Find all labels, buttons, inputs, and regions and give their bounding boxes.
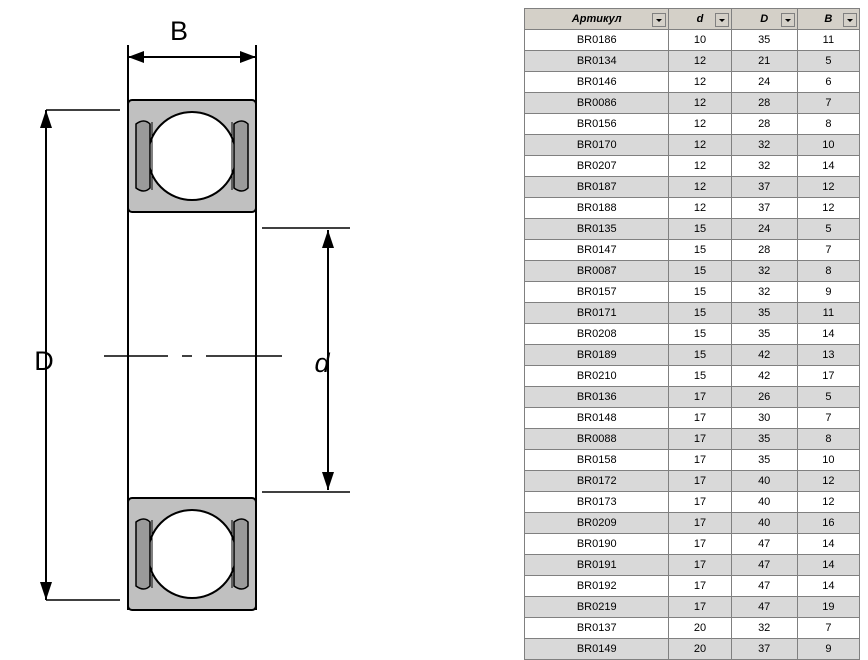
- table-row[interactable]: [525, 72, 860, 93]
- table-cell-D: 32: [731, 618, 797, 639]
- table-row[interactable]: [525, 618, 860, 639]
- table-cell-D: 24: [731, 72, 797, 93]
- table-cell-d: 17: [669, 513, 731, 534]
- table-row[interactable]: [525, 387, 860, 408]
- table-row[interactable]: [525, 30, 860, 51]
- column-header-D-label: D: [760, 13, 769, 25]
- table-cell-d: 15: [669, 219, 731, 240]
- table-row[interactable]: [525, 597, 860, 618]
- table-cell-article: BR0087: [525, 261, 669, 282]
- table-row[interactable]: [525, 345, 860, 366]
- table-cell-D: 42: [731, 345, 797, 366]
- table-cell-d: 12: [669, 177, 731, 198]
- arrowhead: [322, 472, 334, 490]
- table-row[interactable]: [525, 576, 860, 597]
- table-cell-B: 12: [797, 177, 859, 198]
- column-header-B-label: B: [824, 13, 833, 25]
- table-row[interactable]: [525, 408, 860, 429]
- table-cell-D: 37: [731, 639, 797, 660]
- table-cell-d: 17: [669, 408, 731, 429]
- table-cell-d: 17: [669, 492, 731, 513]
- table-cell-B: 8: [797, 114, 859, 135]
- table-cell-B: 7: [797, 240, 859, 261]
- table-cell-B: 14: [797, 555, 859, 576]
- table-row[interactable]: [525, 534, 860, 555]
- table-cell-D: 32: [731, 261, 797, 282]
- chevron-down-icon[interactable]: [843, 13, 857, 27]
- table-cell-d: 15: [669, 324, 731, 345]
- table-cell-D: 40: [731, 492, 797, 513]
- table-cell-d: 12: [669, 72, 731, 93]
- table-cell-B: 10: [797, 135, 859, 156]
- table-row[interactable]: [525, 114, 860, 135]
- table-cell-D: 35: [731, 303, 797, 324]
- column-header-article-label: Артикул: [571, 13, 622, 25]
- table-cell-D: 40: [731, 513, 797, 534]
- table-cell-B: 17: [797, 366, 859, 387]
- table-cell-B: 7: [797, 408, 859, 429]
- table-cell-B: 16: [797, 513, 859, 534]
- table-cell-d: 17: [669, 471, 731, 492]
- table-header-row: [525, 9, 860, 30]
- arrowhead: [128, 51, 144, 63]
- table-cell-article: BR0187: [525, 177, 669, 198]
- table-row[interactable]: [525, 366, 860, 387]
- arrowhead: [40, 582, 52, 600]
- table-cell-B: 7: [797, 618, 859, 639]
- table-cell-B: 14: [797, 534, 859, 555]
- table-cell-d: 17: [669, 450, 731, 471]
- table-cell-D: 35: [731, 30, 797, 51]
- table-cell-B: 12: [797, 471, 859, 492]
- column-header-B[interactable]: [797, 9, 859, 30]
- table-cell-d: 12: [669, 93, 731, 114]
- column-header-article[interactable]: [525, 9, 669, 30]
- table-cell-D: 28: [731, 93, 797, 114]
- arrowhead: [240, 51, 256, 63]
- table-cell-D: 47: [731, 555, 797, 576]
- table-cell-article: BR0208: [525, 324, 669, 345]
- table-cell-D: 26: [731, 387, 797, 408]
- table-cell-article: BR0207: [525, 156, 669, 177]
- table-cell-article: BR0190: [525, 534, 669, 555]
- table-cell-article: BR0149: [525, 639, 669, 660]
- column-header-D[interactable]: [731, 9, 797, 30]
- table-cell-D: 32: [731, 156, 797, 177]
- column-header-d-label: d: [696, 13, 704, 25]
- table-cell-B: 5: [797, 219, 859, 240]
- table-cell-d: 12: [669, 114, 731, 135]
- table-cell-D: 32: [731, 282, 797, 303]
- table-cell-B: 19: [797, 597, 859, 618]
- chevron-down-icon[interactable]: [652, 13, 666, 27]
- table-cell-D: 37: [731, 177, 797, 198]
- table-cell-article: BR0189: [525, 345, 669, 366]
- table-cell-D: 24: [731, 219, 797, 240]
- table-cell-B: 12: [797, 492, 859, 513]
- table-cell-article: BR0146: [525, 72, 669, 93]
- table-cell-B: 9: [797, 282, 859, 303]
- table-cell-article: BR0134: [525, 51, 669, 72]
- table-cell-d: 17: [669, 597, 731, 618]
- dimension-D: [46, 110, 120, 600]
- table-row[interactable]: [525, 156, 860, 177]
- table-row[interactable]: [525, 135, 860, 156]
- table-cell-article: BR0170: [525, 135, 669, 156]
- table-cell-d: 17: [669, 387, 731, 408]
- table-cell-D: 37: [731, 198, 797, 219]
- table-cell-article: BR0136: [525, 387, 669, 408]
- table-cell-B: 8: [797, 429, 859, 450]
- table-row[interactable]: [525, 492, 860, 513]
- table-row[interactable]: [525, 429, 860, 450]
- table-cell-d: 10: [669, 30, 731, 51]
- table-cell-article: BR0191: [525, 555, 669, 576]
- table-cell-D: 47: [731, 534, 797, 555]
- table-cell-B: 7: [797, 93, 859, 114]
- column-header-d[interactable]: [669, 9, 731, 30]
- table-cell-article: BR0147: [525, 240, 669, 261]
- table-cell-B: 5: [797, 387, 859, 408]
- table-cell-B: 5: [797, 51, 859, 72]
- table-cell-B: 13: [797, 345, 859, 366]
- table-cell-article: BR0172: [525, 471, 669, 492]
- table-cell-d: 17: [669, 534, 731, 555]
- table-cell-B: 11: [797, 30, 859, 51]
- table-cell-D: 40: [731, 471, 797, 492]
- table-row[interactable]: [525, 513, 860, 534]
- table-cell-d: 12: [669, 135, 731, 156]
- dimension-d: [262, 228, 350, 492]
- table-cell-article: BR0088: [525, 429, 669, 450]
- table-cell-article: BR0173: [525, 492, 669, 513]
- table-cell-article: BR0209: [525, 513, 669, 534]
- table-body: [525, 30, 860, 660]
- table-cell-D: 35: [731, 324, 797, 345]
- table-cell-D: 35: [731, 450, 797, 471]
- table-cell-B: 10: [797, 450, 859, 471]
- table-cell-B: 11: [797, 303, 859, 324]
- table-row[interactable]: [525, 198, 860, 219]
- table-cell-D: 35: [731, 429, 797, 450]
- table-row[interactable]: [525, 282, 860, 303]
- table-cell-d: 17: [669, 555, 731, 576]
- table-cell-d: 15: [669, 282, 731, 303]
- table-cell-D: 21: [731, 51, 797, 72]
- table-cell-d: 12: [669, 156, 731, 177]
- table-cell-d: 20: [669, 618, 731, 639]
- table-row[interactable]: [525, 639, 860, 660]
- table-cell-article: BR0188: [525, 198, 669, 219]
- table-row[interactable]: [525, 51, 860, 72]
- table-cell-B: 14: [797, 576, 859, 597]
- table-cell-B: 8: [797, 261, 859, 282]
- table-cell-d: 20: [669, 639, 731, 660]
- table-cell-article: BR0192: [525, 576, 669, 597]
- table-cell-D: 47: [731, 597, 797, 618]
- bearing-table: [524, 8, 860, 660]
- table-cell-D: 42: [731, 366, 797, 387]
- table-cell-D: 30: [731, 408, 797, 429]
- table-cell-article: BR0148: [525, 408, 669, 429]
- table-cell-D: 28: [731, 240, 797, 261]
- table-row[interactable]: [525, 261, 860, 282]
- table-row[interactable]: [525, 240, 860, 261]
- table-cell-B: 6: [797, 72, 859, 93]
- table-row[interactable]: [525, 303, 860, 324]
- table-cell-B: 9: [797, 639, 859, 660]
- table-cell-article: BR0156: [525, 114, 669, 135]
- table-cell-d: 15: [669, 240, 731, 261]
- arrowhead: [40, 110, 52, 128]
- table-row[interactable]: [525, 93, 860, 114]
- table-cell-d: 15: [669, 366, 731, 387]
- table-cell-article: BR0158: [525, 450, 669, 471]
- chevron-down-icon[interactable]: [781, 13, 795, 27]
- table-cell-B: 14: [797, 324, 859, 345]
- table-cell-d: 15: [669, 261, 731, 282]
- table-cell-d: 17: [669, 576, 731, 597]
- table-cell-d: 12: [669, 51, 731, 72]
- bearing-table-container: [524, 8, 862, 660]
- table-cell-article: BR0186: [525, 30, 669, 51]
- label-B: B: [169, 16, 189, 46]
- table-row[interactable]: [525, 555, 860, 576]
- table-row[interactable]: [525, 471, 860, 492]
- table-row[interactable]: [525, 177, 860, 198]
- table-row[interactable]: [525, 324, 860, 345]
- table-row[interactable]: [525, 450, 860, 471]
- arrowhead: [322, 230, 334, 248]
- table-cell-article: BR0135: [525, 219, 669, 240]
- table-cell-B: 12: [797, 198, 859, 219]
- table-cell-d: 15: [669, 345, 731, 366]
- label-D: D: [34, 346, 54, 376]
- label-d: d: [314, 348, 330, 378]
- table-cell-D: 28: [731, 114, 797, 135]
- table-cell-B: 14: [797, 156, 859, 177]
- table-cell-d: 15: [669, 303, 731, 324]
- table-cell-article: BR0210: [525, 366, 669, 387]
- table-cell-article: BR0137: [525, 618, 669, 639]
- table-cell-article: BR0086: [525, 93, 669, 114]
- table-cell-d: 17: [669, 429, 731, 450]
- table-cell-article: BR0157: [525, 282, 669, 303]
- table-cell-article: BR0171: [525, 303, 669, 324]
- table-header: [525, 9, 860, 30]
- table-row[interactable]: [525, 219, 860, 240]
- dimension-B: [128, 45, 256, 100]
- table-cell-article: BR0219: [525, 597, 669, 618]
- table-cell-D: 47: [731, 576, 797, 597]
- bearing-body: [128, 100, 256, 610]
- table-cell-d: 12: [669, 198, 731, 219]
- table-cell-D: 32: [731, 135, 797, 156]
- chevron-down-icon[interactable]: [715, 13, 729, 27]
